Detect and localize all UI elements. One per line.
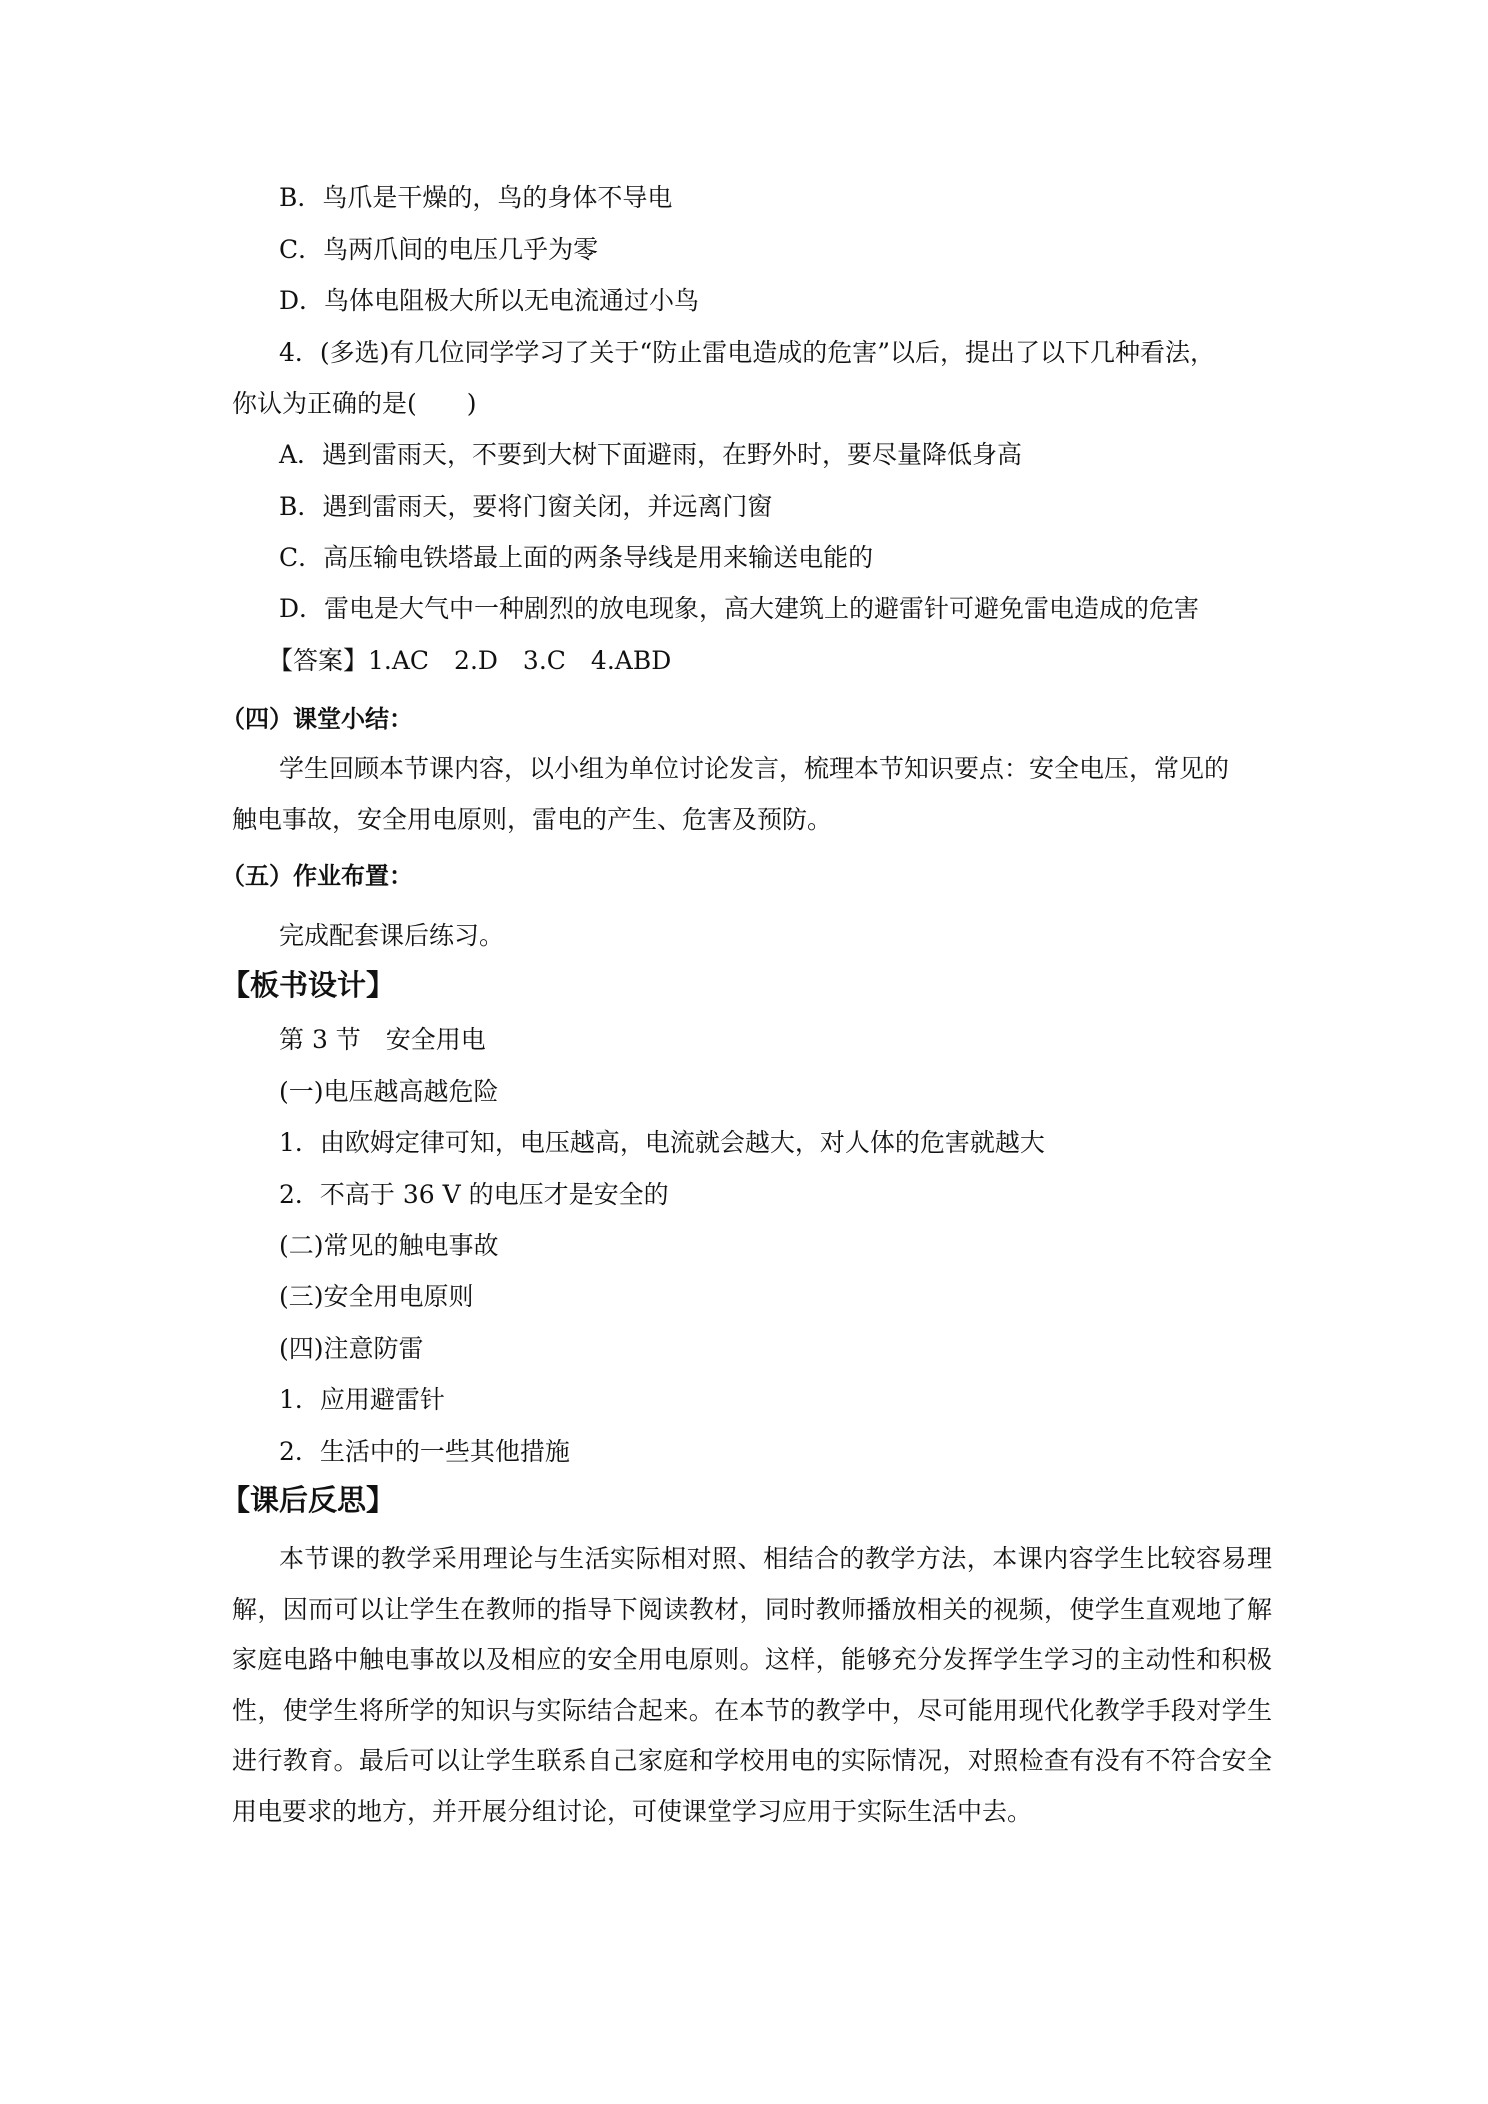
board-line: (四)注意防雷 [279, 1334, 424, 1363]
board-line: 2．不高于 36 V 的电压才是安全的 [279, 1180, 669, 1209]
q3-option-b: B．鸟爪是干燥的，鸟的身体不导电 [279, 183, 673, 212]
board-design-heading: 【板书设计】 [221, 968, 396, 1002]
q4-stem-line2: 你认为正确的是( ) [232, 389, 477, 418]
q4-stem-line1: 4．(多选)有几位同学学习了关于“防止雷电造成的危害”以后，提出了以下几种看法， [279, 338, 1215, 367]
homework-text: 完成配套课后练习。 [279, 921, 505, 950]
board-line: 1．由欧姆定律可知，电压越高，电流就会越大，对人体的危害就越大 [279, 1128, 1045, 1157]
board-line: (二)常见的触电事故 [279, 1231, 499, 1260]
summary-line2: 触电事故，安全用电原则，雷电的产生、危害及预防。 [232, 805, 833, 834]
q4-option-d: D．雷电是大气中一种剧烈的放电现象，高大建筑上的避雷针可避免雷电造成的危害 [279, 594, 1200, 623]
q3-option-d: D．鸟体电阻极大所以无电流通过小鸟 [279, 286, 700, 315]
q4-option-a: A．遇到雷雨天，不要到大树下面避雨，在野外时，要尽量降低身高 [279, 440, 1023, 469]
answer-key: 【答案】1.AC 2.D 3.C 4.ABD [268, 646, 672, 675]
reflection-heading: 【课后反思】 [221, 1483, 396, 1517]
board-line: 2．生活中的一些其他措施 [279, 1437, 570, 1466]
reflection-paragraph: 本节课的教学采用理论与生活实际相对照、相结合的教学方法，本课内容学生比较容易理解，因而可以让学生在教师的指导下阅读教材，同时教师播放相关的视频，使学生直观地了解家庭电路中触电事故以及相应的安全用电原则。这样，能够充分发挥学生学习的主动性和积极性，使学生将所学的知识与实际结合起来。在本节的教学中，尽可能用现代化教学手段对学生进行教育。最后可以让学生联系自己家庭和学校用电的实际情况，对照检查有没有不符合安全用电要求的地方，并开展分组讨论，可使课堂学习应用于实际生活中去。 [232, 1544, 1272, 1826]
board-line: (一)电压越高越危险 [279, 1077, 499, 1106]
summary-line1: 学生回顾本节课内容，以小组为单位讨论发言，梳理本节知识要点：安全电压，常见的 [279, 754, 1230, 783]
q4-option-c: C．高压输电铁塔最上面的两条导线是用来输送电能的 [279, 543, 874, 572]
board-line: 1．应用避雷针 [279, 1385, 445, 1414]
board-line: 第 3 节 安全用电 [279, 1025, 486, 1054]
summary-heading: （四）课堂小结： [221, 705, 413, 733]
homework-heading: （五）作业布置： [221, 862, 413, 890]
board-line: (三)安全用电原则 [279, 1282, 474, 1311]
q4-option-b: B．遇到雷雨天，要将门窗关闭，并远离门窗 [279, 492, 773, 521]
q3-option-c: C．鸟两爪间的电压几乎为零 [279, 235, 599, 264]
